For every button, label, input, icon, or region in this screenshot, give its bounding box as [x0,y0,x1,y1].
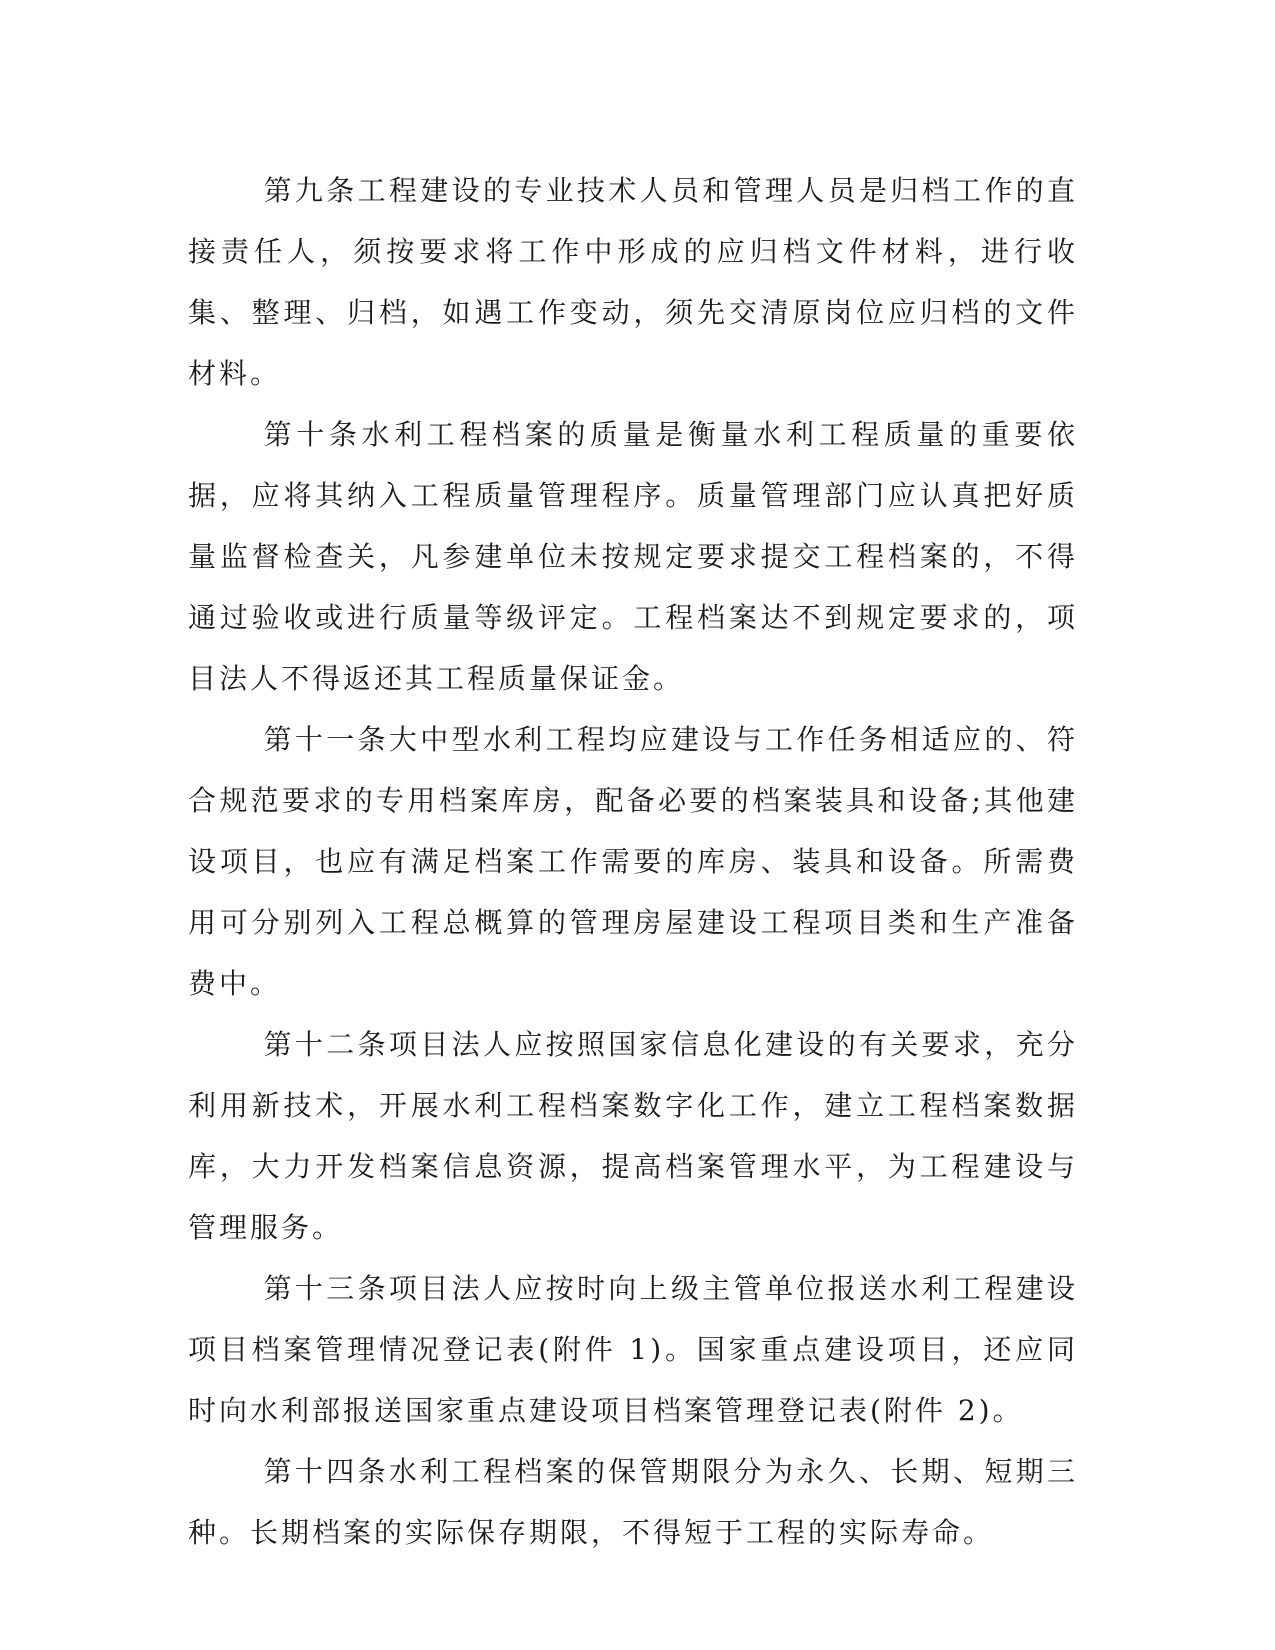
article-11-paragraph: 第十一条大中型水利工程均应建设与工作任务相适应的、符合规范要求的专用档案库房，配备必要的档案装具和设备;其他建设项目，也应有满足档案工作需要的库房、装具和设备。所需费用可分别列入工程总概算的管理房屋建设工程项目类和生产准备费中。 [188,723,1078,1000]
document-body [188,160,1078,1563]
article-9-paragraph: 第九条工程建设的专业技术人员和管理人员是归档工作的直接责任人，须按要求将工作中形成的应归档文件材料，进行收集、整理、归档，如遇工作变动，须先交清原岗位应归档的文件材料。 [188,174,1078,390]
article-14-paragraph: 第十四条水利工程档案的保管期限分为永久、长期、短期三种。长期档案的实际保存期限，不得短于工程的实际寿命。 [188,1455,1078,1549]
article-10-paragraph: 第十条水利工程档案的质量是衡量水利工程质量的重要依据，应将其纳入工程质量管理程序。质量管理部门应认真把好质量监督检查关，凡参建单位未按规定要求提交工程档案的，不得通过验收或进行质量等级评定。工程档案达不到规定要求的，项目法人不得返还其工程质量保证金。 [188,418,1078,695]
article-13-paragraph: 第十三条项目法人应按时向上级主管单位报送水利工程建设项目档案管理情况登记表(附件 1)。国家重点建设项目，还应同时向水利部报送国家重点建设项目档案管理登记表(附件 2)。 [188,1272,1078,1427]
article-12-paragraph: 第十二条项目法人应按照国家信息化建设的有关要求，充分利用新技术，开展水利工程档案数字化工作，建立工程档案数据库，大力开发档案信息资源，提高档案管理水平，为工程建设与管理服务。 [188,1028,1078,1244]
